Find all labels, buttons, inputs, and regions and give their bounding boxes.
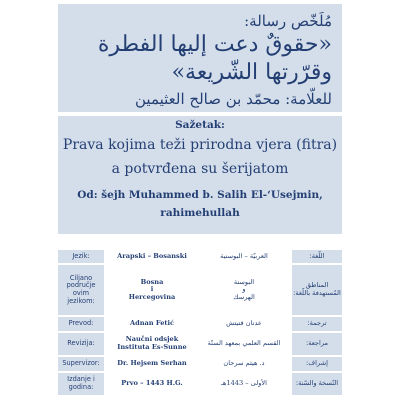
summary-title-line-1: Prava kojima teži prirodna vjera (fitra) xyxy=(62,137,338,153)
value-edition-year-ar: الأولى – 1443هـ xyxy=(221,379,267,388)
value-language: Arapski – Bosanski xyxy=(117,251,187,260)
value-translation-ar: عدنان فتيتش xyxy=(226,319,262,328)
label-language-ar: اللّغة: xyxy=(292,250,342,263)
value-translation: Adnan Fetić xyxy=(130,319,174,328)
label-edition-year-ar: النّسخة والسّنة: xyxy=(292,373,342,395)
label-supervisor: Supervizor: xyxy=(58,357,104,371)
table-row xyxy=(58,333,342,355)
table-row xyxy=(58,373,342,395)
table-row xyxy=(58,265,342,315)
value-supervisor-ar: د. هيثم سرحان xyxy=(223,359,265,368)
label-supervisor-ar: إشراف: xyxy=(292,357,342,371)
label-target-region: Ciljano područje ovim jezikom: xyxy=(58,265,104,315)
label-revision-ar: مراجعة: xyxy=(292,333,342,355)
label-translation: Prevod: xyxy=(58,317,104,331)
value-supervisor: Dr. Hejsem Serhan xyxy=(117,359,187,368)
arabic-author-line: للعلّامة: محمّد بن صالح العثيمين xyxy=(135,90,332,108)
value-target-region-ar: البوسنة و الهرسك xyxy=(233,277,255,301)
summary-author-line-2: rahimehullah xyxy=(160,207,240,219)
arabic-title-line-2: وقرّرتها الشّريعة» xyxy=(171,60,332,85)
label-edition-year: Izdanje i godina: xyxy=(58,373,104,395)
value-revision-ar: القسم العلمي بمعهد السنّة xyxy=(207,339,281,348)
bosnian-summary-panel xyxy=(58,116,342,234)
arabic-title-line-1: «حقوقٌ دعت إليها الفطرة xyxy=(97,32,332,57)
label-target-region-ar: المناطق المُستهدفة باللّغة: xyxy=(292,265,342,315)
value-target-region: Bosna i Hercegovina xyxy=(128,277,176,301)
table-row xyxy=(58,357,342,371)
arabic-summary-label: مُلَخّص رسالة: xyxy=(244,12,332,30)
label-translation-ar: ترجمة: xyxy=(292,317,342,331)
summary-title-line-2: a potvrđena su šerijatom xyxy=(111,161,289,177)
value-revision: Naučni odsjek Instituta Es-Sunne xyxy=(117,335,187,351)
arabic-title-panel xyxy=(58,4,342,112)
publication-info-table xyxy=(58,248,342,397)
table-row xyxy=(58,250,342,263)
summary-author-line-1: Od: šejh Muhammed b. Salih El-‘Usejmin, xyxy=(77,189,323,201)
table-row xyxy=(58,317,342,331)
summary-heading: Sažetak: xyxy=(175,119,225,131)
value-language-ar: العربيّة – البوسنية xyxy=(220,251,268,260)
label-language: Jezik: xyxy=(58,250,104,263)
label-revision: Revizija: xyxy=(58,333,104,355)
value-edition-year: Prvo – 1443 H.G. xyxy=(121,379,183,388)
